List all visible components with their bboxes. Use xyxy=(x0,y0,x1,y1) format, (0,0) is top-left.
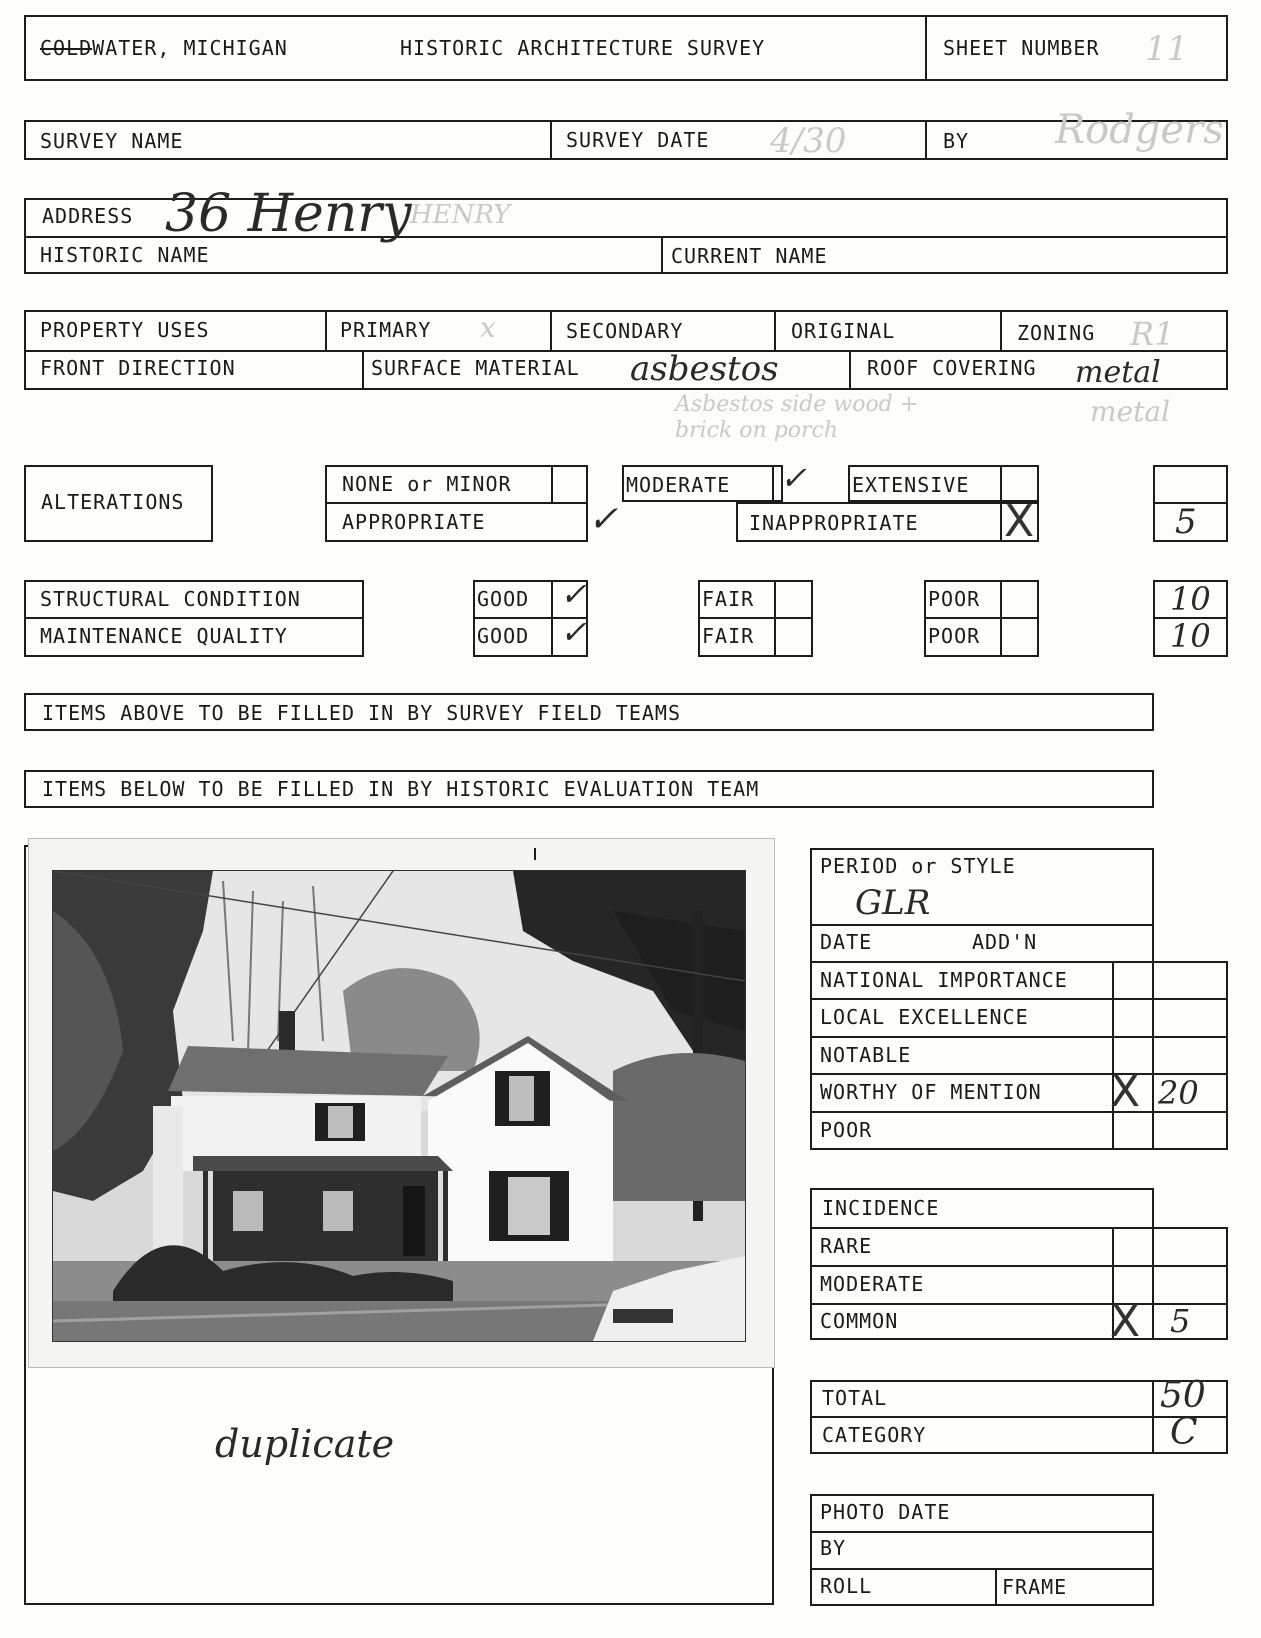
worthy-mark: X xyxy=(1110,1066,1141,1117)
structural-poor-label: POOR xyxy=(928,587,981,611)
roof-covering-value: metal xyxy=(1075,355,1161,390)
incidence-label: INCIDENCE xyxy=(822,1196,940,1220)
worthy-of-mention-label: WORTHY OF MENTION xyxy=(820,1080,1042,1104)
structural-good-label: GOOD xyxy=(477,587,530,611)
appropriate-mark: ✓ xyxy=(588,499,619,540)
common-label: COMMON xyxy=(820,1309,899,1333)
worthy-score: 20 xyxy=(1158,1074,1199,1112)
front-direction-label: FRONT DIRECTION xyxy=(40,356,236,380)
photo-caption: duplicate xyxy=(215,1422,395,1466)
primary-value: x xyxy=(480,311,496,344)
note-below: ITEMS BELOW TO BE FILLED IN BY HISTORIC EVALUATION TEAM xyxy=(42,777,760,801)
primary-label: PRIMARY xyxy=(340,318,432,342)
original-label: ORIGINAL xyxy=(791,319,896,343)
house-photo xyxy=(52,870,746,1342)
address-label: ADDRESS xyxy=(42,204,134,228)
period-style-label: PERIOD or STYLE xyxy=(820,854,1016,878)
roof-covering-note: metal xyxy=(1090,395,1171,428)
none-minor-label: NONE or MINOR xyxy=(342,472,512,496)
incidence-moderate-label: MODERATE xyxy=(820,1272,925,1296)
address-faint-value: HENRY xyxy=(410,200,511,230)
local-excellence-label: LOCAL EXCELLENCE xyxy=(820,1005,1029,1029)
photo-date-label: PHOTO DATE xyxy=(820,1500,951,1524)
date-label: DATE xyxy=(820,930,873,954)
city-struck: COLD xyxy=(40,36,93,60)
alterations-label: ALTERATIONS xyxy=(41,490,185,514)
survey-name-label: SURVEY NAME xyxy=(40,129,184,153)
maintenance-good-mark: ✓ xyxy=(560,613,587,651)
note-above: ITEMS ABOVE TO BE FILLED IN BY SURVEY FIELD TEAMS xyxy=(42,701,682,725)
survey-by-label: BY xyxy=(943,129,970,153)
form-title: HISTORIC ARCHITECTURE SURVEY xyxy=(400,36,766,60)
moderate-label: MODERATE xyxy=(626,473,731,497)
maintenance-quality-label: MAINTENANCE QUALITY xyxy=(40,624,288,648)
extensive-label: EXTENSIVE xyxy=(852,473,970,497)
address-value: 36 Henry xyxy=(165,184,412,244)
maintenance-good-label: GOOD xyxy=(477,624,530,648)
inappropriate-label: INAPPROPRIATE xyxy=(749,511,919,535)
period-style-value: GLR xyxy=(855,883,931,923)
city-label xyxy=(40,38,288,58)
common-score: 5 xyxy=(1170,1302,1191,1340)
moderate-mark: ✓ xyxy=(780,459,807,497)
zoning-value: R1 xyxy=(1130,315,1175,353)
survey-date-label: SURVEY DATE xyxy=(566,128,710,152)
surface-material-label: SURFACE MATERIAL xyxy=(371,356,580,380)
historic-name-label: HISTORIC NAME xyxy=(40,243,210,267)
notable-label: NOTABLE xyxy=(820,1043,912,1067)
zoning-label: ZONING xyxy=(1017,321,1096,345)
common-mark: X xyxy=(1110,1296,1141,1347)
surface-material-note: Asbestos side wood + brick on porch xyxy=(675,392,919,444)
property-uses-label: PROPERTY USES xyxy=(40,318,210,342)
national-importance-label: NATIONAL IMPORTANCE xyxy=(820,968,1068,992)
total-value: 50 xyxy=(1160,1375,1206,1416)
sheet-number-value: 11 xyxy=(1145,29,1189,69)
alterations-score: 5 xyxy=(1175,502,1197,542)
city-rest: WATER, MICHIGAN xyxy=(92,36,288,60)
poor-label: POOR xyxy=(820,1118,873,1142)
appropriate-label: APPROPRIATE xyxy=(342,510,486,534)
structural-good-mark: ✓ xyxy=(560,575,587,613)
maintenance-fair-label: FAIR xyxy=(702,624,755,648)
structural-fair-label: FAIR xyxy=(702,587,755,611)
maintenance-poor-label: POOR xyxy=(928,624,981,648)
roll-label: ROLL xyxy=(820,1574,873,1598)
surface-material-value: asbestos xyxy=(630,349,779,389)
photo-by-label: BY xyxy=(820,1536,847,1560)
roof-covering-label: ROOF COVERING xyxy=(867,356,1037,380)
addn-label: ADD'N xyxy=(972,930,1038,954)
sheet-number-label: SHEET NUMBER xyxy=(943,36,1100,60)
structural-condition-label: STRUCTURAL CONDITION xyxy=(40,587,301,611)
total-label: TOTAL xyxy=(822,1386,888,1410)
category-label: CATEGORY xyxy=(822,1423,927,1447)
current-name-label: CURRENT NAME xyxy=(671,244,828,268)
maintenance-score: 10 xyxy=(1170,617,1211,655)
survey-date-value: 4/30 xyxy=(770,121,847,161)
inappropriate-mark: X xyxy=(1004,496,1035,547)
importance-right-box xyxy=(1112,961,1228,1150)
structural-score: 10 xyxy=(1170,580,1211,618)
frame-label: FRAME xyxy=(1002,1575,1068,1599)
category-value: C xyxy=(1170,1412,1198,1453)
survey-by-value: Rodgers xyxy=(1055,107,1224,153)
rare-label: RARE xyxy=(820,1234,873,1258)
secondary-label: SECONDARY xyxy=(566,319,684,343)
